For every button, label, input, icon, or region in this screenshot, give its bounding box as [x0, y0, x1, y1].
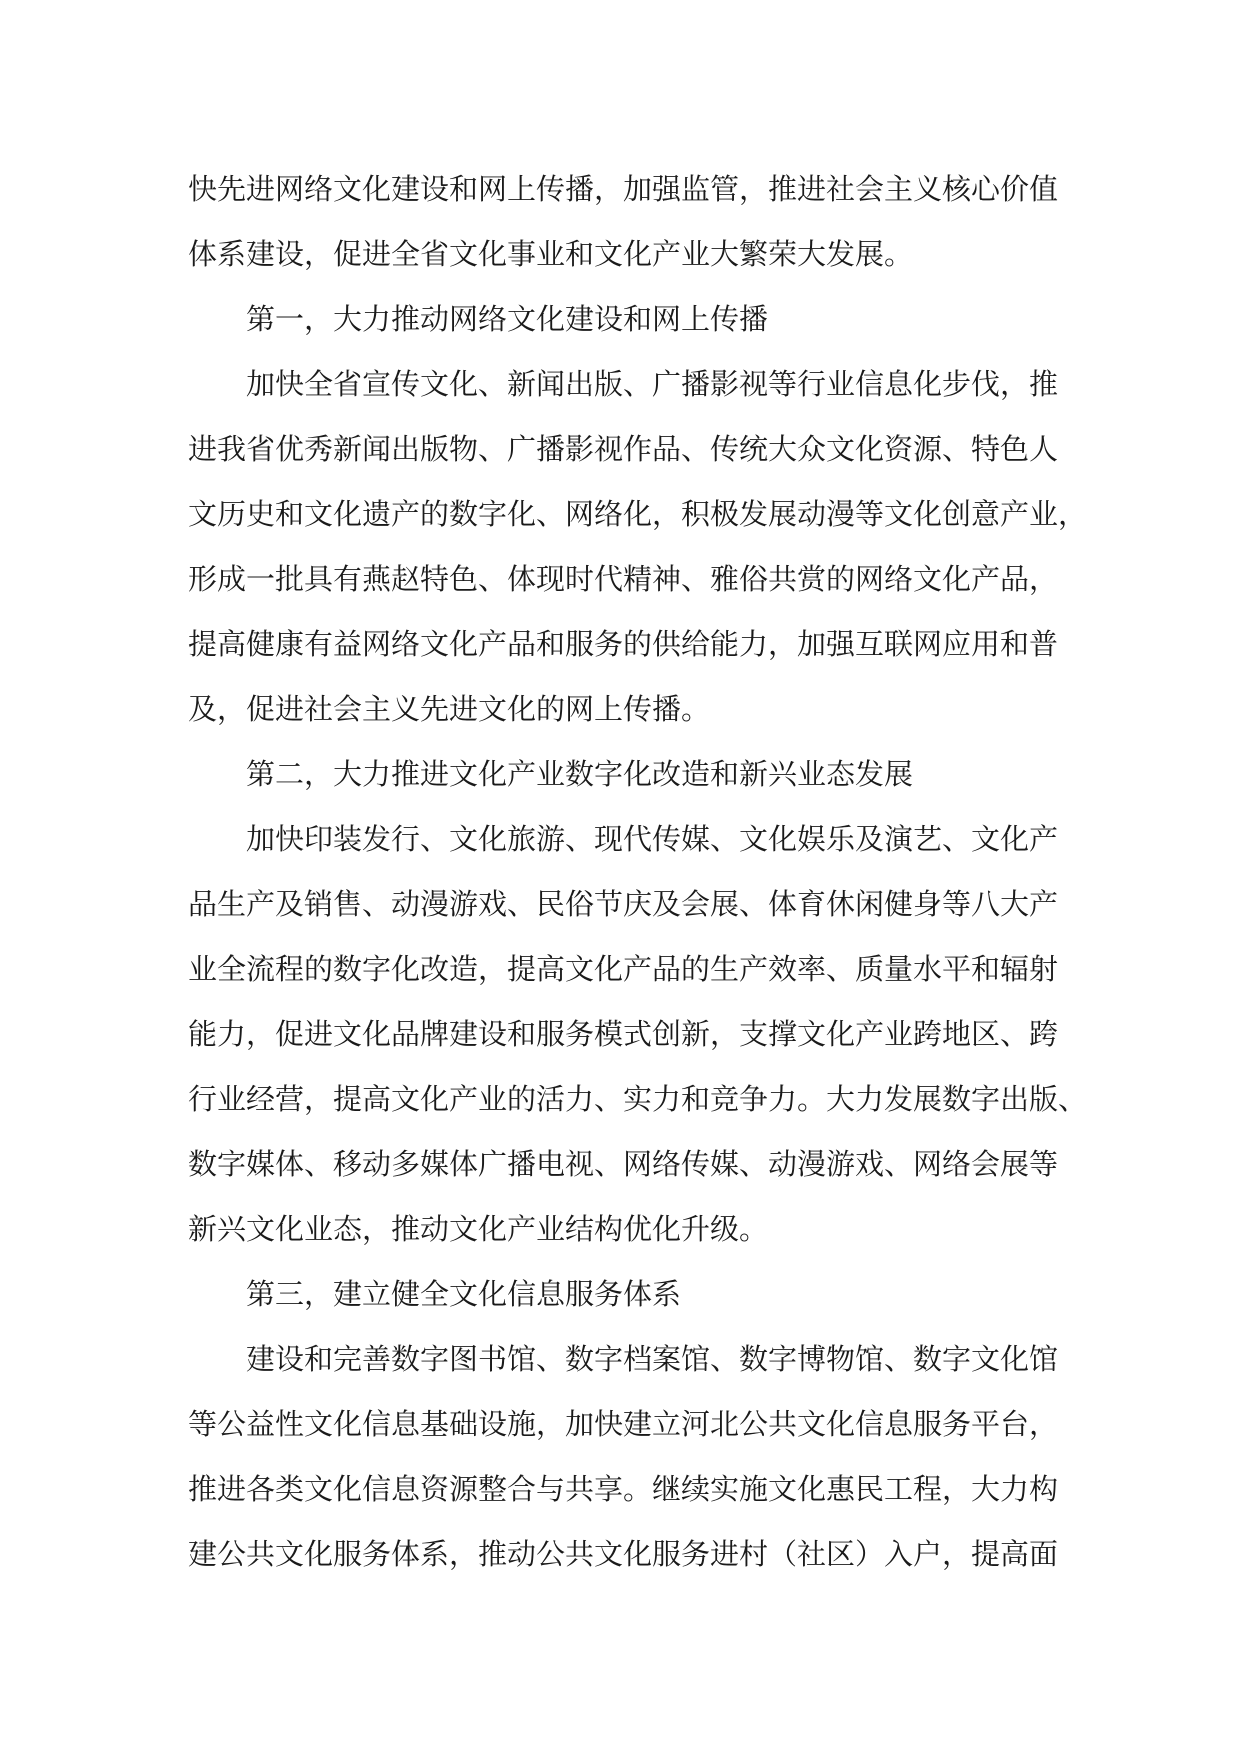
text-line: 进我省优秀新闻出版物、广播影视作品、传统大众文化资源、特色人	[188, 432, 1059, 466]
text-line: 等公益性文化信息基础设施，加快建立河北公共文化信息服务平台，	[188, 1407, 1059, 1441]
paragraph-first-line: 加快全省宣传文化、新闻出版、广播影视等行业信息化步伐，推	[246, 367, 1059, 401]
document-body	[188, 157, 1088, 1587]
paragraph-first-line: 第三，建立健全文化信息服务体系	[246, 1277, 682, 1311]
text-line: 能力，促进文化品牌建设和服务模式创新，支撑文化产业跨地区、跨	[188, 1017, 1059, 1051]
text-line: 推进各类文化信息资源整合与共享。继续实施文化惠民工程，大力构	[188, 1472, 1059, 1506]
paragraph-first-line: 建设和完善数字图书馆、数字档案馆、数字博物馆、数字文化馆	[246, 1342, 1059, 1376]
text-line: 建公共文化服务体系，推动公共文化服务进村（社区）入户，提高面	[188, 1537, 1059, 1571]
text-line: 行业经营，提高文化产业的活力、实力和竞争力。大力发展数字出版、	[188, 1082, 1088, 1116]
text-line: 形成一批具有燕赵特色、体现时代精神、雅俗共赏的网络文化产品，	[188, 562, 1059, 596]
paragraph-first-line: 第二，大力推进文化产业数字化改造和新兴业态发展	[246, 757, 914, 791]
text-line: 及，促进社会主义先进文化的网上传播。	[188, 692, 711, 726]
text-line: 提高健康有益网络文化产品和服务的供给能力，加强互联网应用和普	[188, 627, 1059, 661]
paragraph-first-line: 第一，大力推动网络文化建设和网上传播	[246, 302, 769, 336]
text-line: 业全流程的数字化改造，提高文化产品的生产效率、质量水平和辐射	[188, 952, 1059, 986]
text-line: 文历史和文化遗产的数字化、网络化，积极发展动漫等文化创意产业，	[188, 497, 1088, 531]
text-line: 新兴文化业态，推动文化产业结构优化升级。	[188, 1212, 769, 1246]
paragraph-first-line: 加快印装发行、文化旅游、现代传媒、文化娱乐及演艺、文化产	[246, 822, 1059, 856]
text-line: 品生产及销售、动漫游戏、民俗节庆及会展、体育休闲健身等八大产	[188, 887, 1059, 921]
text-line: 快先进网络文化建设和网上传播，加强监管，推进社会主义核心价值	[188, 172, 1059, 206]
text-line: 体系建设，促进全省文化事业和文化产业大繁荣大发展。	[188, 237, 914, 271]
text-line: 数字媒体、移动多媒体广播电视、网络传媒、动漫游戏、网络会展等	[188, 1147, 1059, 1181]
